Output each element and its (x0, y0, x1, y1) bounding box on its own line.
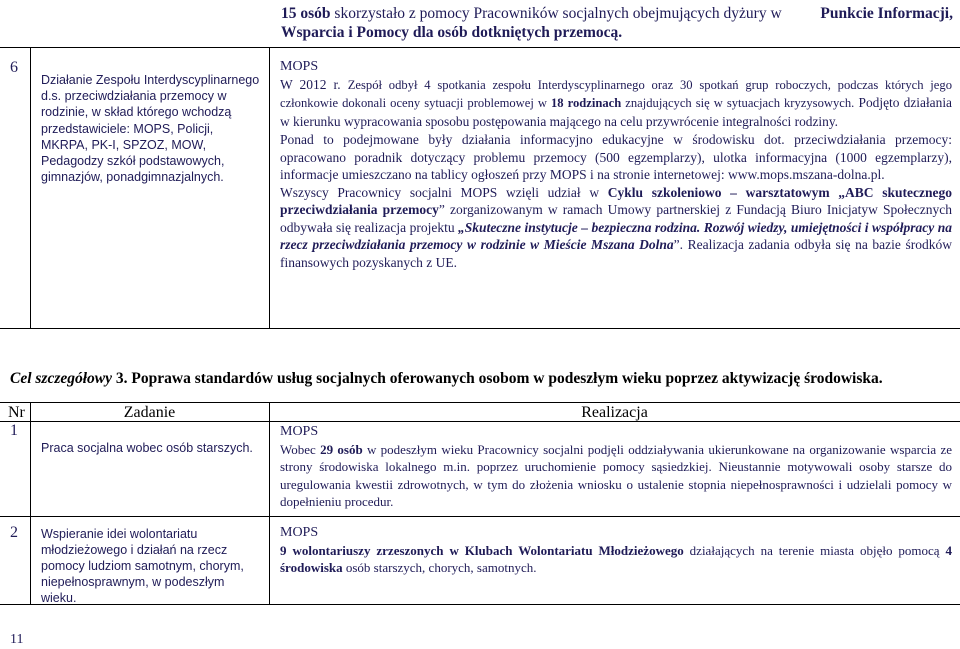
row2-realizacja (280, 524, 952, 577)
top-line2: Wsparcia i Pomocy dla osób dotkniętych przemocą. (281, 24, 623, 41)
row1-head: MOPS (280, 424, 319, 439)
row1-realizacja (280, 423, 952, 511)
row2-head: MOPS (280, 525, 319, 540)
table-divider-1 (30, 402, 31, 605)
top-line1: skorzystało z pomocy Pracowników socjalnych obejmujących dyżury w (330, 5, 782, 22)
row6-para-1: W 2012 r. Zespół odbył 4 spotkania zespołu Interdyscyplinarnego oraz 30 spotkań grup roboczych, podczas których jego członkowie dokonali oceny sytuacji problemowej w 18 rodzinach znajdujących się w sytuacjach kryzysowych. Podjęto działania w kierunku wypracowania sposobu postępowania mającego na celu przywrócenie integralności rodziny. (280, 76, 952, 129)
row6-para-2: Ponad to podejmowane były działania informacyjno edukacyjne w środowisku dot. przeciwdziałania przemocy: opracowano poradnik dotyczący problemu przemocy (500 egzemplarzy), ulotka informacyjna (1000 egzemplarzy), informacje umieszczano na tablicy ogłoszeń przy MOPS i na stronie internetowej: www.mops.mszana-dolna.pl. (280, 132, 952, 182)
page-number: 11 (10, 632, 24, 647)
goal-heading (10, 370, 883, 388)
table-divider-2 (269, 402, 270, 605)
goal-label: Cel szczegółowy (10, 370, 113, 387)
row6-bottom-border (0, 328, 960, 329)
row2-nr: 2 (10, 524, 18, 541)
header-zadanie: Zadanie (123, 404, 176, 421)
row6-nr: 6 (10, 59, 18, 76)
row6-zadanie: Działanie Zespołu Interdyscyplinarnego d.s. przeciwdziałania przemocy w rodzinie, w skład którego wchodzą przedstawiciele: MOPS, Policji, MKRPA, PK-I, SPZOZ, MOW, Pedagodzy szkół podstawowych, gimnazjów, ponadgimnazjalnych. (41, 73, 260, 185)
top-bold: 15 osób (281, 5, 331, 22)
row1-nr: 1 (10, 422, 18, 439)
top-continuation (281, 4, 953, 42)
row6-head: MOPS (280, 59, 319, 74)
table-top-border (0, 402, 960, 403)
top-right: Punkcie Informacji, (820, 5, 953, 22)
table-row1-border (0, 516, 960, 517)
row6-divider-1 (30, 47, 31, 329)
row6-divider-2 (269, 47, 270, 329)
row1-text: Wobec 29 osób w podeszłym wieku Pracownicy socjalni podjęli oddziaływania ukierunkowane na organizowanie wsparcia ze strony środowiska lokalnego m.in. poprzez uruchomienie pomocy sąsiedzkiej. Nieustannie motywowali osoby starsze do uregulowania kwestii zdrowotnych, w tym do złożenia wniosku o ustalenie stopnia niepełnosprawności i udzielali pomocy w dopełnieniu procedur. (280, 441, 952, 509)
row6-realizacja (280, 58, 952, 271)
header-realizacja: Realizacja (581, 404, 648, 421)
row6-top-border (0, 47, 960, 48)
row2-text: 9 wolontariuszy zrzeszonych w Klubach Wolontariatu Młodzieżowego działających na terenie miasta objęło pomocą 4 środowiska osób starszych, chorych, samotnych. (280, 542, 953, 575)
row1-zadanie: Praca socjalna wobec osób starszych. (41, 441, 253, 455)
header-nr: Nr (8, 404, 25, 421)
row2-zadanie: Wspieranie idei wolontariatu młodzieżowego i działań na rzecz pomocy ludziom samotnym, chorym, niepełnosprawnym, w podeszłym wieku. (41, 527, 244, 605)
row6-para-3: Wszyscy Pracownicy socjalni MOPS wzięli udział w Cyklu szkoleniowo – warsztatowym „ABC skutecznego przeciwdziałania przemocy” zorganizowanym w ramach Umowy partnerskiej z Fundacją Biuro Inicjatyw Społecznych odbywała się realizacja projektu „Skuteczne instytucje – bezpieczna rodzina. Rozwój wiedzy, umiejętności i współpracy na rzecz przeciwdziałania przemocy w rodzinie w Mieście Mszana Dolna”. Realizacja zadania odbyła się na bazie środków finansowych pozyskanych z UE. (280, 184, 952, 270)
goal-text: 3. Poprawa standardów usług socjalnych oferowanych osobom w podeszłym wieku poprzez aktywizację środowiska. (112, 370, 883, 387)
